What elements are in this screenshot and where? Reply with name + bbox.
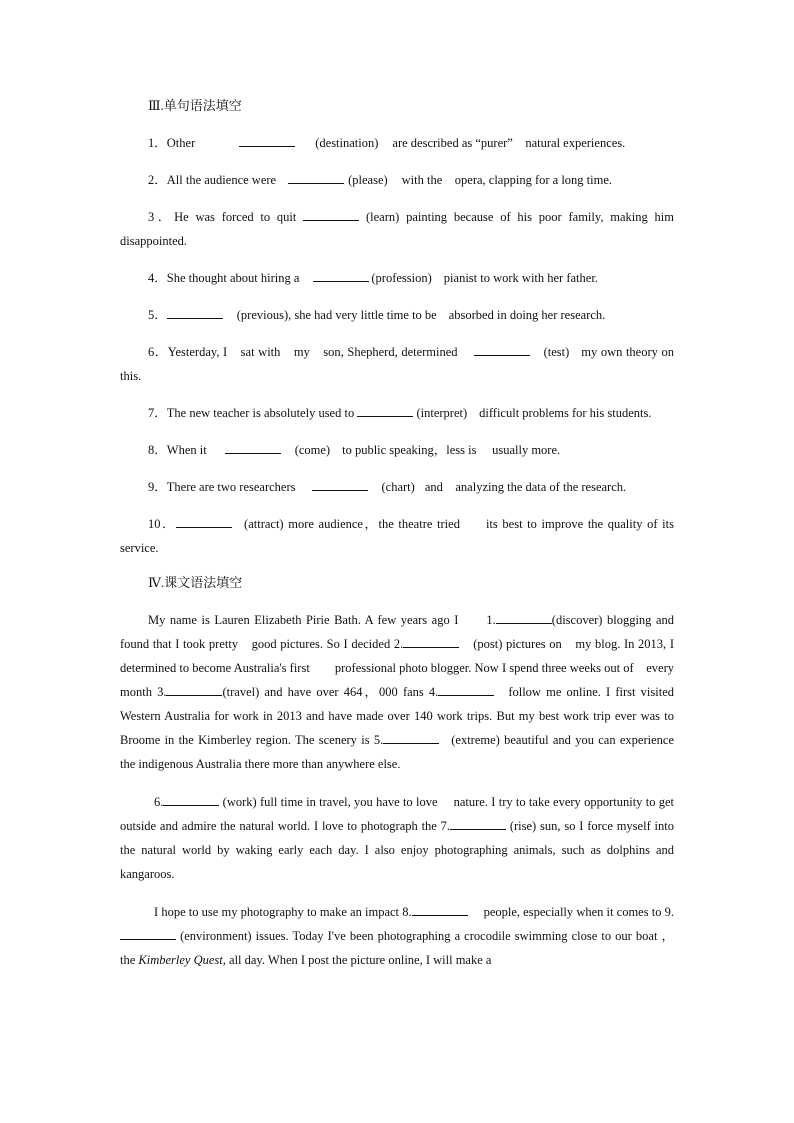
answer-blank[interactable] xyxy=(176,513,232,528)
answer-blank[interactable] xyxy=(288,169,344,184)
answer-blank-2[interactable] xyxy=(403,633,459,648)
answer-blank-9[interactable] xyxy=(120,925,176,940)
answer-blank-8[interactable] xyxy=(412,901,468,916)
answer-blank-6[interactable] xyxy=(163,791,219,806)
answer-blank[interactable] xyxy=(313,267,369,282)
document-content xyxy=(120,96,674,982)
question-number: 10． xyxy=(148,517,177,531)
question-9: 9．There are two researchers (chart) and analyzing the data of the research. xyxy=(120,475,674,499)
passage-paragraph-1: My name is Lauren Elizabeth Pirie Bath. A few years ago I 1. (discover) blogging and found that I took pretty good pictures. So I decided 2. (post) pictures on my blog. In 2013, I determined to become Australia's first professional photo blogger. Now I spend three weeks out of every month 3. (travel) and have over 464，000 fans 4. follow me online. I first visited Western Australia for work in 2013 and have made over 140 work trips. But my best work trip ever was to Broome in the Kimberley region. The scenery is 5. (extreme) beautiful and you can experience the indigenous Australia there more than anywhere else. xyxy=(120,608,674,776)
answer-blank-7[interactable] xyxy=(450,815,506,830)
question-number: 9． xyxy=(148,480,167,494)
answer-blank[interactable] xyxy=(167,304,223,319)
section-4-heading: Ⅳ.课文语法填空 xyxy=(148,575,243,590)
question-number: 2． xyxy=(148,173,167,187)
answer-blank-3[interactable] xyxy=(166,681,222,696)
question-number: 3． xyxy=(148,210,175,224)
answer-blank[interactable] xyxy=(239,132,295,147)
question-number: 4． xyxy=(148,271,167,285)
ship-name: Kimberley Quest, xyxy=(138,953,226,967)
passage-paragraph-3: I hope to use my photography to make an impact 8. people, especially when it comes to 9. (environment) issues. Today I've been photographing a crocodile swimming close to our boat ， the Kimberley Quest, all day. When I post the picture online, I will make a xyxy=(120,900,674,972)
question-number: 8． xyxy=(148,443,167,457)
answer-blank[interactable] xyxy=(474,341,530,356)
question-5: 5． (previous), she had very little time to be absorbed in doing her research. xyxy=(120,303,674,327)
answer-blank[interactable] xyxy=(225,439,281,454)
answer-blank[interactable] xyxy=(357,402,413,417)
question-number: 5． xyxy=(148,308,167,322)
question-1: 1．Other (destination) are described as “purer” natural experiences. xyxy=(120,131,674,155)
question-number: 1． xyxy=(148,136,167,150)
question-7: 7．The new teacher is absolutely used to (interpret) difficult problems for his students. xyxy=(120,401,674,425)
section-3-heading: Ⅲ.单句语法填空 xyxy=(148,98,242,113)
question-6: 6．Yesterday, I sat with my son, Shepherd, determined (test) my own theory on this. xyxy=(120,340,674,388)
answer-blank-5[interactable] xyxy=(383,729,439,744)
answer-blank-4[interactable] xyxy=(438,681,494,696)
question-4: 4．She thought about hiring a (profession) pianist to work with her father. xyxy=(120,266,674,290)
question-10: 10． (attract) more audience，the theatre tried its best to improve the quality of its service. xyxy=(120,512,674,560)
answer-blank-1[interactable] xyxy=(496,609,552,624)
question-number: 7． xyxy=(148,406,167,420)
question-8: 8．When it (come) to public speaking，less is usually more. xyxy=(120,438,674,462)
answer-blank[interactable] xyxy=(312,476,368,491)
question-3: 3．He was forced to quit (learn) painting because of his poor family, making him disappointed. xyxy=(120,205,674,253)
question-2: 2．All the audience were (please) with the opera, clapping for a long time. xyxy=(120,168,674,192)
answer-blank[interactable] xyxy=(303,206,359,221)
passage-paragraph-2: 6. (work) full time in travel, you have to love nature. I try to take every opportunity to get outside and admire the natural world. I love to photograph the 7. (rise) sun, so I force myself into the natural world by waking early each day. I also enjoy photographing animals, such as dolphins and kangaroos. xyxy=(120,790,674,886)
question-number: 6． xyxy=(148,345,168,359)
